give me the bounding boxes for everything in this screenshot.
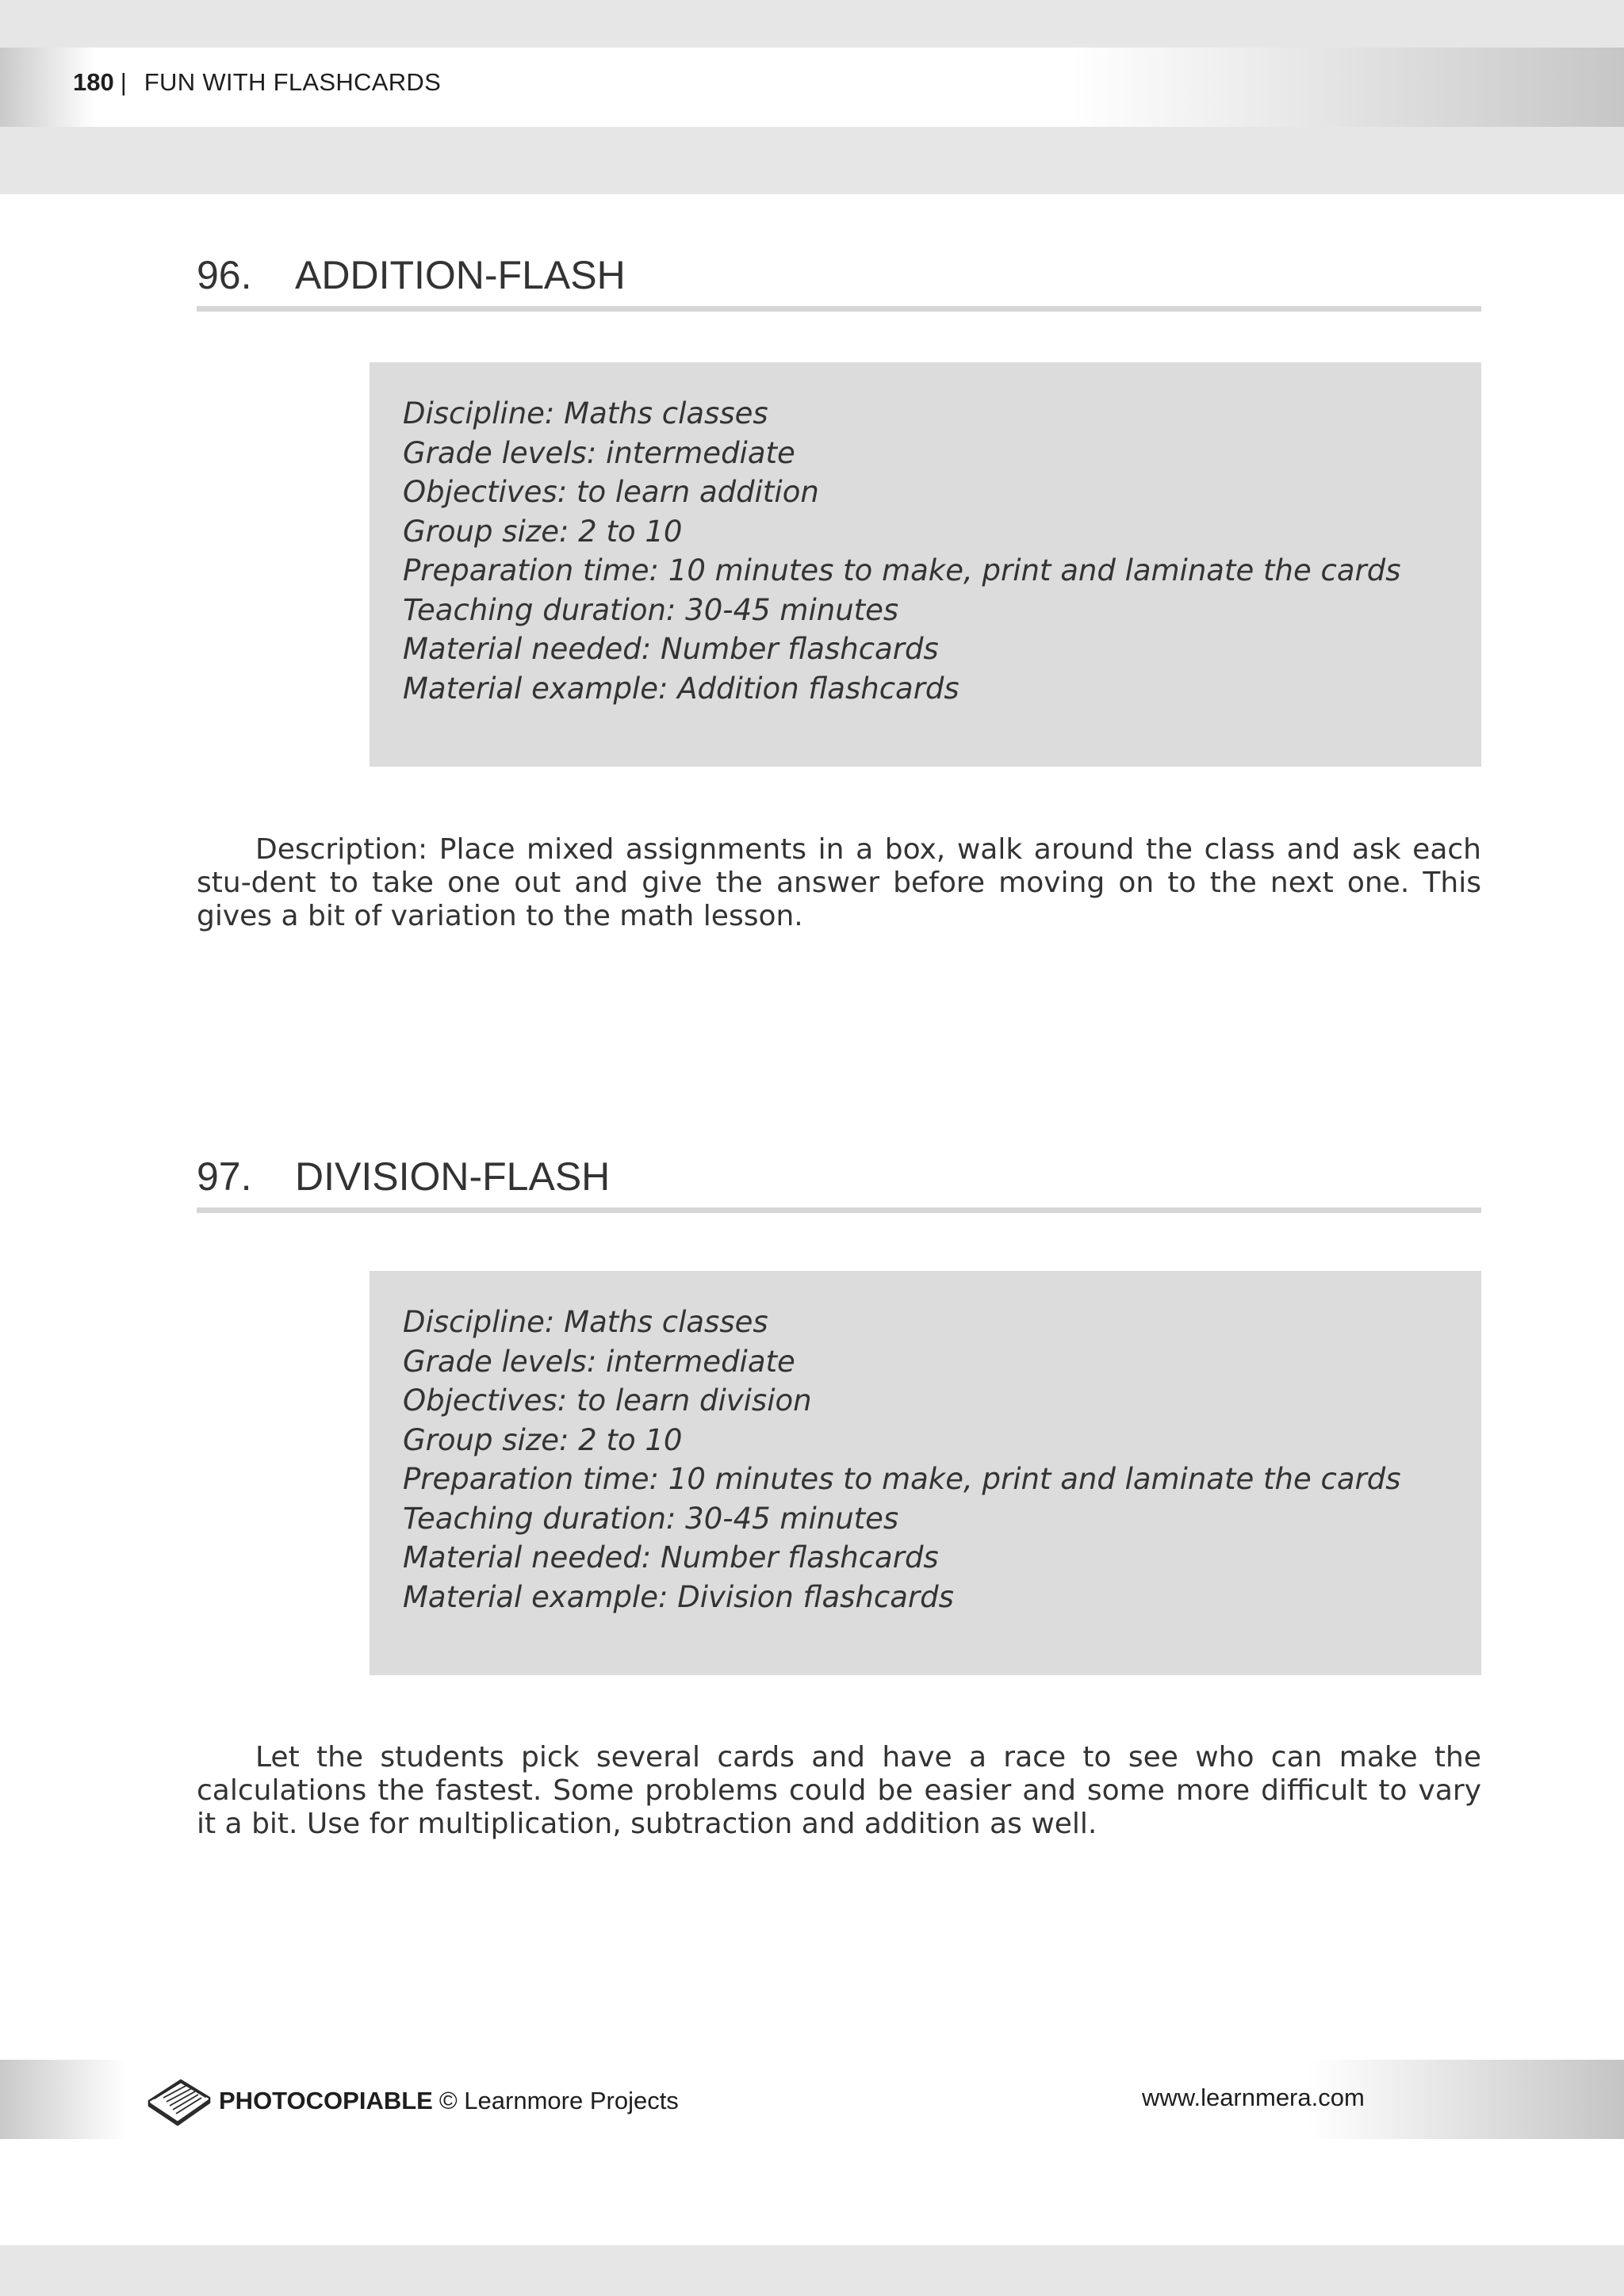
info-line-preparation-time: Preparation time: 10 minutes to make, print and laminate the cards bbox=[403, 1462, 1401, 1496]
section-title: ADDITION-FLASH bbox=[295, 253, 626, 297]
description-division: Let the students pick several cards and have a race to see who can make the calculations the fastest. Some problems could be easier and some more difficult to vary it a bit. Use for multiplication, subtraction and addition as well. bbox=[197, 1741, 1481, 1840]
info-line-objectives: Objectives: to learn division bbox=[403, 1383, 812, 1418]
info-line-group-size: Group size: 2 to 10 bbox=[403, 514, 683, 549]
section-number: 97. bbox=[197, 1154, 252, 1199]
info-box-division bbox=[370, 1271, 1481, 1675]
info-line-material-example: Material example: Division flashcards bbox=[403, 1579, 954, 1614]
info-line-group-size: Group size: 2 to 10 bbox=[403, 1422, 683, 1457]
copyright-text: © Learnmore Projects bbox=[439, 2087, 679, 2114]
bottom-margin-band bbox=[0, 2245, 1624, 2296]
section-title: DIVISION-FLASH bbox=[295, 1154, 611, 1199]
info-line-preparation-time: Preparation time: 10 minutes to make, print and laminate the cards bbox=[403, 553, 1401, 587]
top-margin-band bbox=[0, 0, 1624, 48]
info-line-grade-levels: Grade levels: intermediate bbox=[403, 435, 795, 470]
header-gray-strip bbox=[0, 127, 1624, 194]
info-line-grade-levels: Grade levels: intermediate bbox=[403, 1344, 795, 1379]
footer-credit bbox=[143, 2077, 679, 2125]
running-title: FUN WITH FLASHCARDS bbox=[144, 68, 442, 96]
section-heading-addition bbox=[197, 252, 1481, 312]
info-line-discipline: Discipline: Maths classes bbox=[403, 1305, 768, 1339]
info-line-material-needed: Material needed: Number flashcards bbox=[403, 632, 939, 666]
info-line-teaching-duration: Teaching duration: 30-45 minutes bbox=[403, 1501, 899, 1536]
info-line-material-needed: Material needed: Number flashcards bbox=[403, 1540, 939, 1575]
info-box-addition bbox=[370, 362, 1481, 767]
running-head bbox=[73, 68, 441, 97]
page-number: 180 bbox=[73, 68, 114, 96]
info-line-discipline: Discipline: Maths classes bbox=[403, 396, 768, 430]
website-url: www.learnmera.com bbox=[1142, 2084, 1365, 2111]
info-line-teaching-duration: Teaching duration: 30-45 minutes bbox=[403, 592, 899, 627]
papers-icon bbox=[143, 2076, 216, 2126]
description-addition: Description: Place mixed assignments in a box, walk around the class and ask each stu-dent to take one out and give the answer before moving on to the next one. This gives a bit of variation to the math lesson. bbox=[197, 833, 1481, 932]
photocopiable-label: PHOTOCOPIABLE bbox=[219, 2087, 433, 2114]
section-heading-division bbox=[197, 1154, 1481, 1213]
info-line-objectives: Objectives: to learn addition bbox=[403, 475, 819, 509]
section-number: 96. bbox=[197, 253, 252, 297]
header-separator: | bbox=[120, 68, 127, 96]
info-line-material-example: Material example: Addition flashcards bbox=[403, 671, 959, 706]
